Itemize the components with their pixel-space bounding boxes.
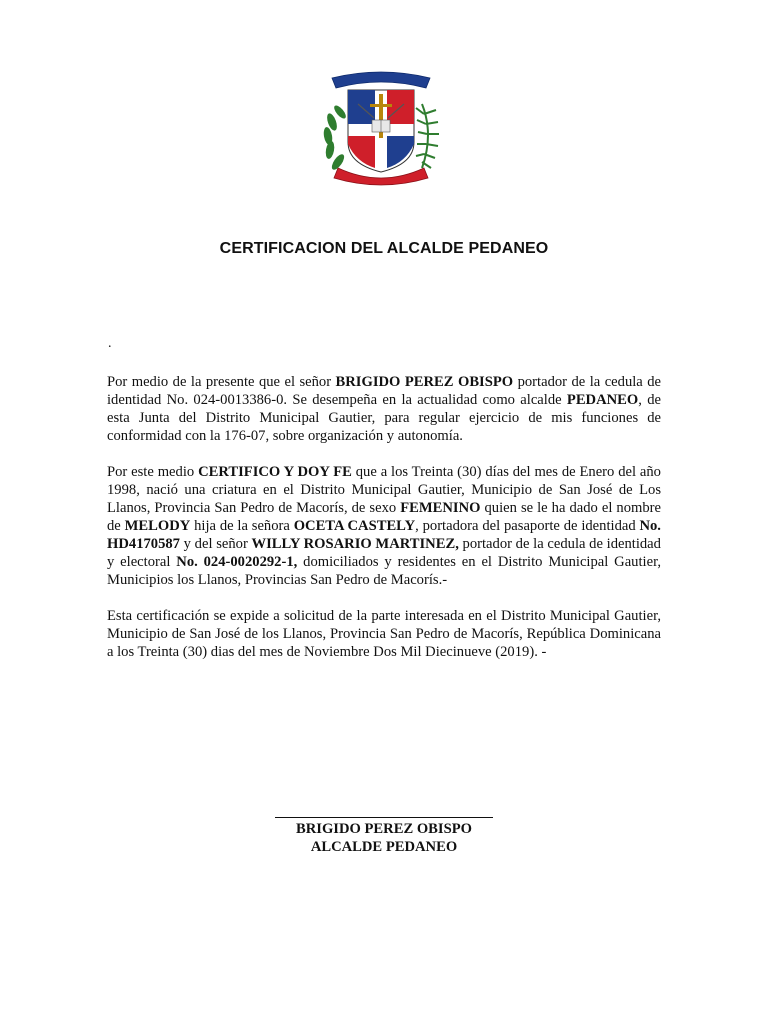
bold-text-run: No. HD4170587 [107, 518, 661, 552]
text-run: , de esta Junta del Distrito Municipal Gautier, para regular ejercicio de mis funciones de conformidad con la 176-07, sobre organización y autonomía. [107, 392, 661, 444]
text-run: domiciliados y residentes en el Distrito Municipal Gautier, Municipios los Llanos, Provincias San Pedro de Macorís.- [107, 554, 661, 588]
text-run: que a los Treinta (30) días del mes de Enero del año 1998, nació una criatura en el Distrito Municipal Gautier, Municipio de San José de Los Llanos, Provincia San Pedro de Macorís, de sexo [107, 464, 661, 516]
text-run: Por este medio [107, 464, 199, 480]
paragraph-issuance [107, 607, 661, 661]
bold-text-run: CERTIFICO Y DOY FE [198, 464, 352, 480]
bold-text-run: No. 024-0020292-1, [176, 554, 298, 570]
bold-text-run: FEMENINO [400, 500, 481, 516]
signature-line [275, 817, 493, 818]
document-body [107, 373, 661, 679]
text-run: hija de la señora [190, 518, 294, 534]
stray-dot: . [108, 336, 112, 351]
text-run: portador de la cedula de identidad No. 024-0013386-0. Se desempeña en la actualidad como alcalde [107, 374, 661, 408]
paragraph-certification [107, 463, 661, 589]
bold-text-run: WILLY ROSARIO MARTINEZ, [251, 536, 459, 552]
text-run: quien se le ha dado el nombre de [107, 500, 661, 534]
paragraph-introduction [107, 373, 661, 445]
signatory-role: ALCALDE PEDANEO [310, 839, 458, 855]
text-run: Por medio de la presente que el señor [107, 374, 336, 390]
bold-text-run: OCETA CASTELY [293, 518, 416, 534]
bold-text-run: MELODY [124, 518, 191, 534]
signature-block [0, 820, 768, 856]
bold-text-run: PEDANEO [566, 392, 639, 408]
signatory-name: BRIGIDO PEREZ OBISPO [296, 821, 472, 837]
text-run: y del señor [179, 536, 252, 552]
bold-text-run: BRIGIDO PEREZ OBISPO [335, 374, 514, 390]
text-run: Esta certificación se expide a solicitud de la parte interesada en el Distrito Municipal Gautier, Municipio de San José de los Llanos, Provincia San Pedro de Macorís, República Dominicana a los Treinta (30) dias del mes de Noviembre Dos Mil Diecinueve (2019). - [107, 608, 661, 660]
coat-of-arms-icon [318, 64, 444, 190]
text-run: portador de la cedula de identidad y electoral [107, 536, 661, 570]
text-run: , portadora del pasaporte de identidad [415, 518, 640, 534]
document-title: CERTIFICACION DEL ALCALDE PEDANEO [219, 240, 549, 257]
